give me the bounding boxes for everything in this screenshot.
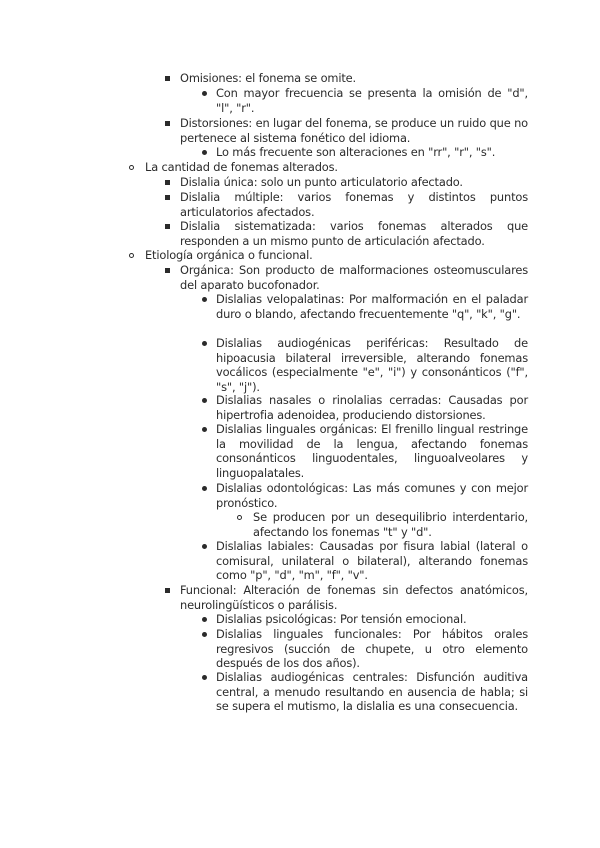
circle-bullet-icon [129, 253, 134, 258]
list-item-text: Funcional: Alteración de fonemas sin defectos anatómicos, neurolingüísticos o parálisis. [180, 583, 528, 612]
disc-bullet-icon [202, 91, 207, 96]
list-item-text: Dislalias velopalatinas: Por malformación en el paladar duro o blando, afectando frecuentemente "q", "k", "g". [216, 292, 528, 321]
list-item [216, 627, 528, 671]
list-item [180, 116, 528, 145]
square-bullet-icon [165, 121, 170, 126]
list-item [216, 86, 528, 115]
list-item-text: Dislalias psicológicas: Por tensión emocional. [216, 612, 467, 626]
disc-bullet-icon [202, 544, 207, 549]
disc-bullet-icon [202, 675, 207, 680]
list-item [180, 71, 528, 86]
list-item [180, 263, 528, 292]
list-item-text: Dislalias labiales: Causadas por fisura labial (lateral o comisural, unilateral o bilateral), alterando fonemas como "p", "d", "m", "f", "v". [216, 539, 528, 583]
square-bullet-icon [165, 180, 170, 185]
list-item-text: Dislalia sistematizada: varios fonemas alterados que responden a un mismo punto de articulación afectado. [180, 219, 528, 248]
list-item [253, 510, 528, 539]
disc-bullet-icon [202, 486, 207, 491]
list-item [216, 670, 528, 714]
circle-bullet-icon [237, 515, 242, 520]
disc-bullet-icon [202, 632, 207, 637]
list-item-text: Dislalia múltiple: varios fonemas y distintos puntos articulatorios afectados. [180, 190, 528, 219]
list-item-text: Orgánica: Son producto de malformaciones osteomusculares del aparato bucofonador. [180, 263, 528, 292]
list-item [216, 336, 528, 394]
square-bullet-icon [165, 76, 170, 81]
disc-bullet-icon [202, 617, 207, 622]
list-item [180, 219, 528, 248]
list-item [216, 292, 528, 321]
list-item [216, 539, 528, 583]
list-item-text: Omisiones: el fonema se omite. [180, 71, 356, 85]
list-item-text: Lo más frecuente son alteraciones en "rr", "r", "s". [216, 145, 496, 159]
disc-bullet-icon [202, 297, 207, 302]
disc-bullet-icon [202, 398, 207, 403]
list-item-text: Dislalias audiogénicas centrales: Disfunción auditiva central, a menudo resultando en ausencia de habla; si se supera el mutismo, la dislalia es una consecuencia. [216, 670, 528, 714]
list-item [216, 145, 528, 160]
list-item-text: Dislalias linguales orgánicas: El frenillo lingual restringe la movilidad de la lengua, afectando fonemas consonánticos linguodentales, linguoalveolares y linguopalatales. [216, 422, 528, 480]
square-bullet-icon [165, 224, 170, 229]
list-item-text: Etiología orgánica o funcional. [145, 248, 313, 262]
square-bullet-icon [165, 588, 170, 593]
list-item [216, 481, 528, 510]
list-item-text: Dislalias linguales funcionales: Por hábitos orales regresivos (succión de chupete, u otro elemento después de los dos años). [216, 627, 528, 671]
list-item [145, 160, 528, 175]
list-item-text: Dislalias audiogénicas periféricas: Resultado de hipoacusia bilateral irreversible, alterando fonemas vocálicos (especialmente "e", "i") y consonánticos ("f", "s", "j"). [216, 336, 528, 394]
square-bullet-icon [165, 195, 170, 200]
list-item-text: La cantidad de fonemas alterados. [145, 160, 338, 174]
disc-bullet-icon [202, 427, 207, 432]
list-item [216, 612, 528, 627]
circle-bullet-icon [129, 165, 134, 170]
disc-bullet-icon [202, 150, 207, 155]
list-item [145, 248, 528, 263]
list-item-text: Dislalias nasales o rinolalias cerradas: Causadas por hipertrofia adenoidea, produciendo distorsiones. [216, 393, 528, 422]
list-item-text: Dislalia única: solo un punto articulatorio afectado. [180, 175, 463, 189]
list-item [180, 190, 528, 219]
disc-bullet-icon [202, 341, 207, 346]
list-item-text: Se producen por un desequilibrio interdentario, afectando los fonemas "t" y "d". [253, 510, 528, 539]
list-item [180, 175, 528, 190]
list-item [216, 393, 528, 422]
list-item-text: Dislalias odontológicas: Las más comunes y con mejor pronóstico. [216, 481, 528, 510]
list-item [180, 583, 528, 612]
square-bullet-icon [165, 268, 170, 273]
list-item-text: Distorsiones: en lugar del fonema, se produce un ruido que no pertenece al sistema fonético del idioma. [180, 116, 528, 145]
list-item [216, 422, 528, 480]
list-item-text: Con mayor frecuencia se presenta la omisión de "d", "l", "r". [216, 86, 528, 115]
